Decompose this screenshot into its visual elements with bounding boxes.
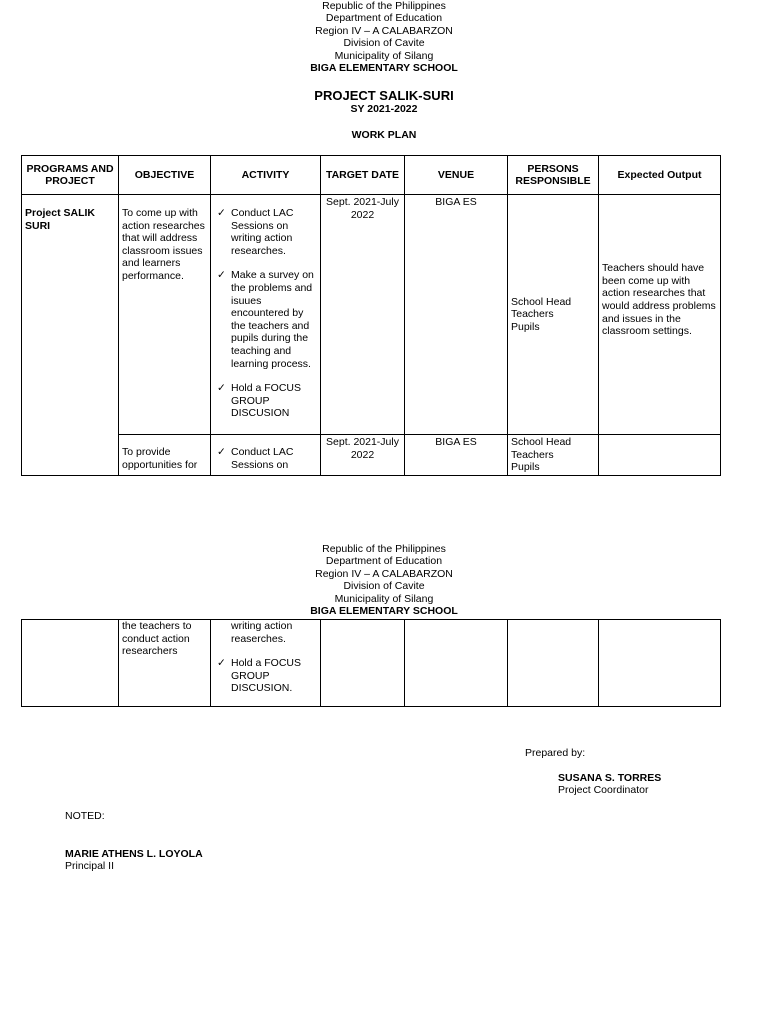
persons-cell [508,435,599,476]
check-mark-icon: ✓ [217,657,226,670]
column-header: PROGRAMS AND PROJECT [22,156,119,195]
activity-text: Hold a FOCUS GROUP DISCUSION [231,382,302,420]
header-line: Municipality of Silang [334,592,434,605]
venue: BIGA ES [435,436,477,448]
activity-text: Make a survey on the problems and isuues encountered by the teachers and pupils during the teaching and learning process. [231,269,314,370]
header-line: Region IV – A CALABARZON [315,567,453,580]
header-line: Region IV – A CALABARZON [315,24,453,37]
header-line: Republic of the Philippines [322,543,446,555]
person: Teachers [511,448,554,461]
table-row [22,195,721,435]
table-row [22,435,721,476]
persons-cell [508,195,599,435]
column-header: VENUE [405,156,508,195]
header-line: Division of Cavite [343,580,425,593]
header-line: Division of Cavite [343,37,425,50]
person: School Head [511,295,572,308]
prepared-by-block [558,772,661,797]
noted-by-role: Principal II [65,860,115,873]
target-date-cell [321,195,405,435]
target-date: Sept. 2021-July 2022 [326,196,399,221]
work-plan-table-continued [21,619,721,707]
activity-cell [211,435,321,476]
objective-cell [119,620,211,707]
work-plan-table [21,155,721,476]
target-date-cell [321,435,405,476]
header-line: Department of Education [325,12,443,25]
project-title: PROJECT SALIK-SURI [314,88,454,103]
school-name: BIGA ELEMENTARY SCHOOL [310,62,458,75]
document-title [0,88,768,141]
target-date-cell [321,620,405,707]
person: Pupils [511,461,540,474]
page2-header [0,543,768,617]
list-item [214,382,317,420]
list-item [214,657,317,695]
header-line: Department of Education [325,555,443,568]
list-item [214,269,317,370]
noted-by-name: MARIE ATHENS L. LOYOLA [65,848,203,860]
page1-header [0,0,768,74]
objective-cell [119,195,211,435]
activity-text: Hold a FOCUS GROUP DISCUSION. [231,657,302,695]
target-date: Sept. 2021-July 2022 [326,436,399,461]
activity-continued: writing action reaserches. [231,620,293,645]
program-name: Project SALIK SURI [25,207,96,232]
venue-cell [405,435,508,476]
noted-by-block [65,848,203,873]
prepared-by-label: Prepared by: [525,747,586,759]
person: Pupils [511,320,540,333]
objective-cell [119,435,211,476]
list-item [214,446,317,471]
venue-cell [405,195,508,435]
table-header-row [22,156,721,195]
persons-cell [508,620,599,707]
person: Teachers [511,308,554,321]
objective-text: To come up with action researches that will address classroom issues and learners performance. [122,207,205,282]
school-year: SY 2021-2022 [350,103,418,115]
check-mark-icon: ✓ [217,269,226,282]
school-name: BIGA ELEMENTARY SCHOOL [310,605,458,618]
person: School Head [511,436,572,448]
venue-cell [405,620,508,707]
header-line: Republic of the Philippines [322,0,446,12]
venue: BIGA ES [435,196,477,208]
prepared-by-role: Project Coordinator [558,784,649,797]
activity-text: Conduct LAC Sessions on writing action researches. [231,207,294,257]
noted-label: NOTED: [65,810,105,822]
activity-text: Conduct LAC Sessions on [231,446,294,471]
table-row [22,620,721,707]
column-header: PERSONS RESPONSIBLE [508,156,599,195]
work-plan-title: WORK PLAN [351,129,417,141]
column-header: Expected Output [599,156,721,195]
program-cell [22,195,119,476]
prepared-by-name: SUSANA S. TORRES [558,772,662,784]
header-line: Municipality of Silang [334,49,434,62]
activity-cell [211,620,321,707]
expected-output: Teachers should have been come up with action researches that would address problems and issues in the classroom settings. [602,262,716,338]
column-header: OBJECTIVE [119,156,211,195]
column-header: ACTIVITY [211,156,321,195]
expected-output-cell [599,435,721,476]
objective-text: To provide opportunities for [122,446,198,471]
list-item [214,207,317,257]
activity-cell [211,195,321,435]
column-header: TARGET DATE [321,156,405,195]
objective-text: the teachers to conduct action researchers [122,620,192,658]
expected-output-cell [599,195,721,435]
check-mark-icon: ✓ [217,446,226,458]
expected-output-cell [599,620,721,707]
check-mark-icon: ✓ [217,207,226,219]
program-cell [22,620,119,707]
check-mark-icon: ✓ [217,382,226,395]
